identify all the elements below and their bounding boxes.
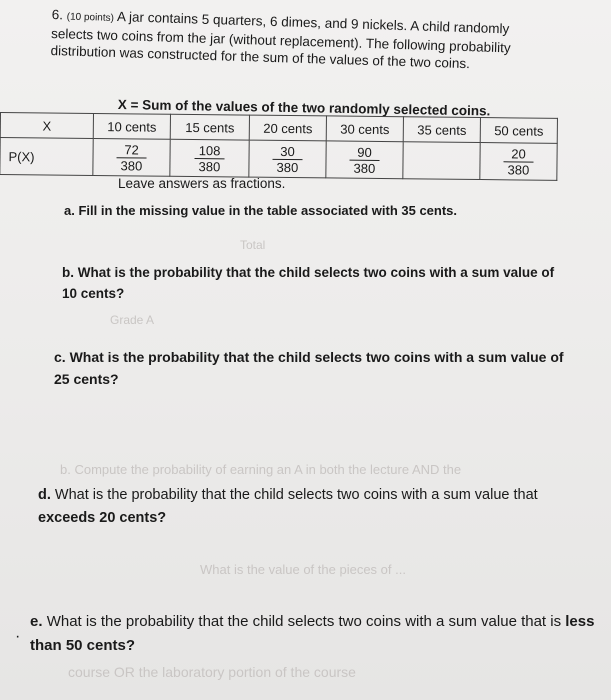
part-label: c.: [54, 349, 66, 365]
part-text-bold: less than 50 cents?: [30, 613, 595, 654]
part-label: d.: [38, 487, 51, 503]
fraction-numerator: 30: [280, 143, 295, 159]
table-cell-value: 20 cents: [249, 115, 326, 141]
bleed-through-text: What is the value of the pieces of ...: [200, 562, 406, 577]
question-points: (10 points): [66, 11, 115, 24]
table-cell-value: 30 cents: [326, 116, 403, 142]
part-e: [30, 610, 605, 658]
fraction-denominator: 380: [349, 159, 379, 175]
table-cell-value: 50 cents: [480, 118, 557, 144]
table-cell-prob: [249, 140, 326, 178]
table-row: [0, 138, 557, 181]
fraction-denominator: 380: [117, 157, 147, 173]
part-label: e.: [30, 613, 43, 630]
part-c: [54, 346, 574, 390]
table-cell-prob: [170, 139, 249, 177]
part-label: a.: [64, 203, 75, 218]
instruction-text: Leave answers as fractions.: [118, 176, 286, 191]
table-cell-value: 15 cents: [170, 114, 249, 140]
part-d: [38, 484, 598, 530]
bullet-dot: ·: [15, 628, 21, 645]
table-cell-value: 35 cents: [403, 117, 480, 143]
part-a: [64, 203, 457, 218]
probability-table: [0, 112, 558, 181]
bleed-through-text: Total: [240, 238, 266, 252]
table-cell-prob: [326, 141, 403, 179]
fraction-numerator: 72: [124, 141, 139, 157]
fraction-numerator: 90: [357, 144, 372, 160]
question-header: [50, 6, 531, 74]
fraction-denominator: 380: [503, 161, 533, 177]
fraction-denominator: 380: [195, 158, 225, 174]
fraction-numerator: 20: [511, 145, 526, 162]
bleed-through-text: Grade A: [110, 313, 155, 327]
table-cell-value: 10 cents: [93, 113, 170, 139]
question-text: A jar contains 5 quarters, 6 dimes, and 9 nickels. A child randomly selects two coins from the jar (without replacement). The following probability distribution was constructed for the sum of the values of the two coins.: [50, 9, 511, 72]
part-text: What is the probability that the child selects two coins with a sum value of 25 cents?: [54, 349, 564, 387]
fraction-denominator: 380: [273, 158, 303, 174]
question-number: 6.: [51, 6, 64, 23]
table-header-px: P(X): [0, 138, 93, 176]
table-cell-prob: [480, 143, 557, 181]
part-b: [62, 262, 562, 304]
part-text: Fill in the missing value in the table associated with 35 cents.: [78, 203, 458, 218]
bleed-through-text: course OR the laboratory portion of the course: [68, 664, 356, 680]
part-label: b.: [62, 265, 74, 280]
missing-value-cell[interactable]: [403, 142, 480, 180]
table-cell-prob: [93, 138, 170, 176]
part-text-bold: exceeds 20 cents?: [38, 510, 167, 526]
part-text: What is the probability that the child selects two coins with a sum value that is: [46, 613, 566, 630]
part-text: What is the probability that the child selects two coins with a sum value of 10 cents?: [62, 265, 555, 301]
random-variable-definition: X = Sum of the values of the two randomly selected coins.: [117, 97, 491, 119]
bleed-through-text: b. Compute the probability of earning an A in both the lecture AND the: [60, 462, 462, 477]
fraction-numerator: 108: [198, 142, 221, 158]
part-text: What is the probability that the child selects two coins with a sum value that: [54, 487, 538, 503]
table-header-x: X: [0, 113, 93, 139]
